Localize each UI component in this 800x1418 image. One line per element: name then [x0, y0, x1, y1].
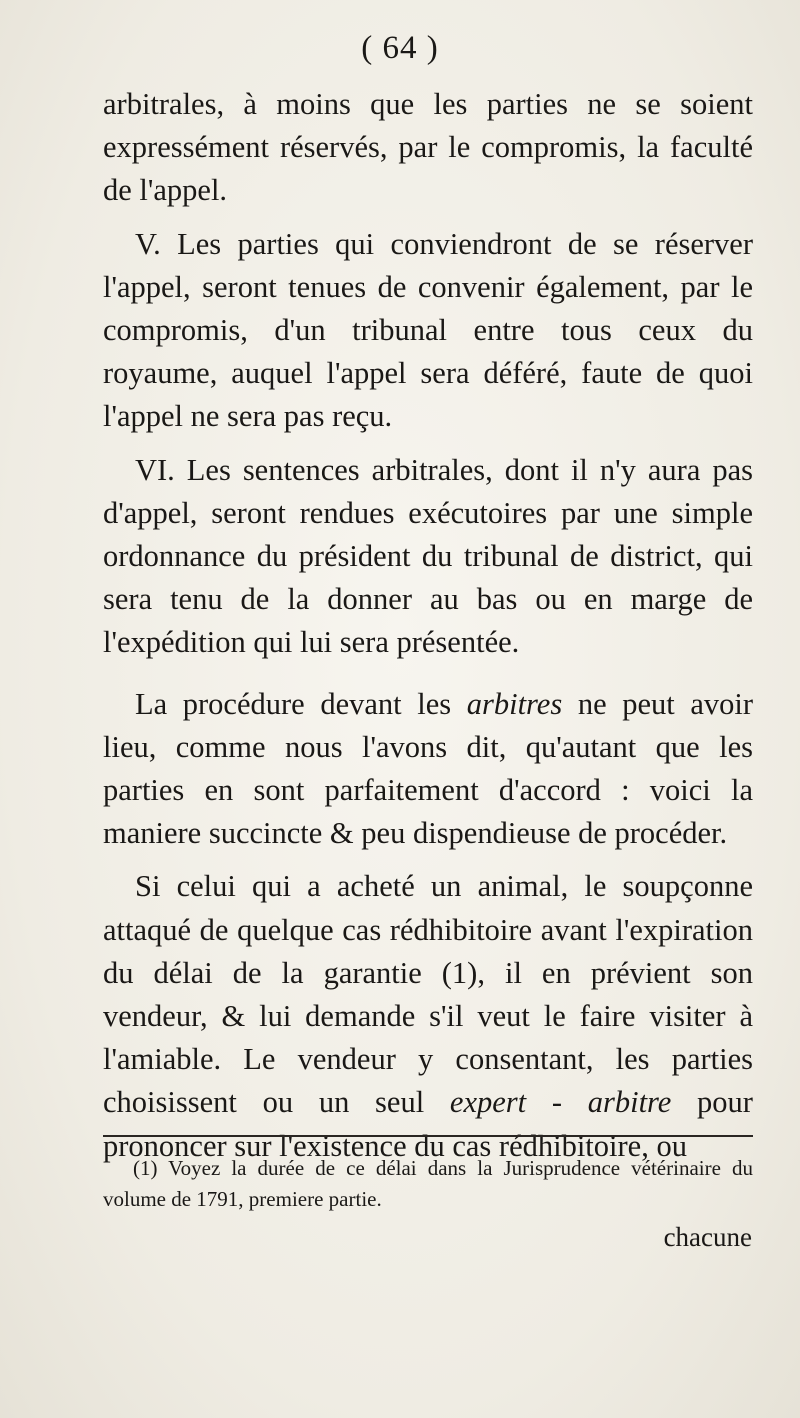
footnote [103, 1153, 753, 1215]
paragraph-continuation: arbitrales, à moins que les parties ne se soient expressément réservés, par le compromis, la faculté de l'appel. [103, 87, 753, 208]
main-text [103, 83, 753, 1178]
footnote-divider [103, 1135, 753, 1137]
paragraph-procedure-italic: arbitres [466, 686, 563, 721]
paragraph-animal-italic: expert - arbitre [449, 1085, 672, 1120]
article-vi: VI. Les sentences arbitrales, dont il n'y aura pas d'appel, seront rendues exécutoires par une simple ordonnance du président du tribunal de district, qui sera tenu de la donner au bas ou en marge de l'expédition qui lui sera présentée. [103, 452, 753, 660]
page-number: ( 64 ) [361, 30, 439, 66]
paragraph-animal-text-before: Si celui qui a acheté un animal, le soupçonne attaqué de quelque cas rédhibitoire avant l'expiration du délai de la garantie (1), il en prévient son vendeur, & lui demande s'il veut le faire visiter à l'amiable. Le vendeur y consentant, les parties choisissent ou un seul [103, 869, 753, 1120]
footnote-text: (1) Voyez la durée de ce délai dans la Jurisprudence vétérinaire du volume de 1791, premiere partie. [103, 1156, 753, 1211]
article-v: V. Les parties qui conviendront de se réserver l'appel, seront tenues de convenir également, par le compromis, d'un tribunal entre tous ceux du royaume, auquel l'appel sera déféré, faute de quoi l'appel ne sera pas reçu. [103, 226, 753, 434]
paragraph-procedure [103, 683, 753, 856]
paragraph-animal-text-after: pour prononcer sur l'existence du cas rédhibitoire, ou [103, 1085, 753, 1163]
catchword: chacune [663, 1222, 752, 1252]
paragraph-animal [103, 865, 753, 1167]
paragraph-procedure-text-after: ne peut avoir lieu, comme nous l'avons dit, qu'autant que les parties en sont parfaitement d'accord : voici la maniere succincte & peu dispendieuse de procéder. [103, 686, 754, 851]
paragraph-procedure-text-before: La procédure devant les [135, 686, 467, 721]
